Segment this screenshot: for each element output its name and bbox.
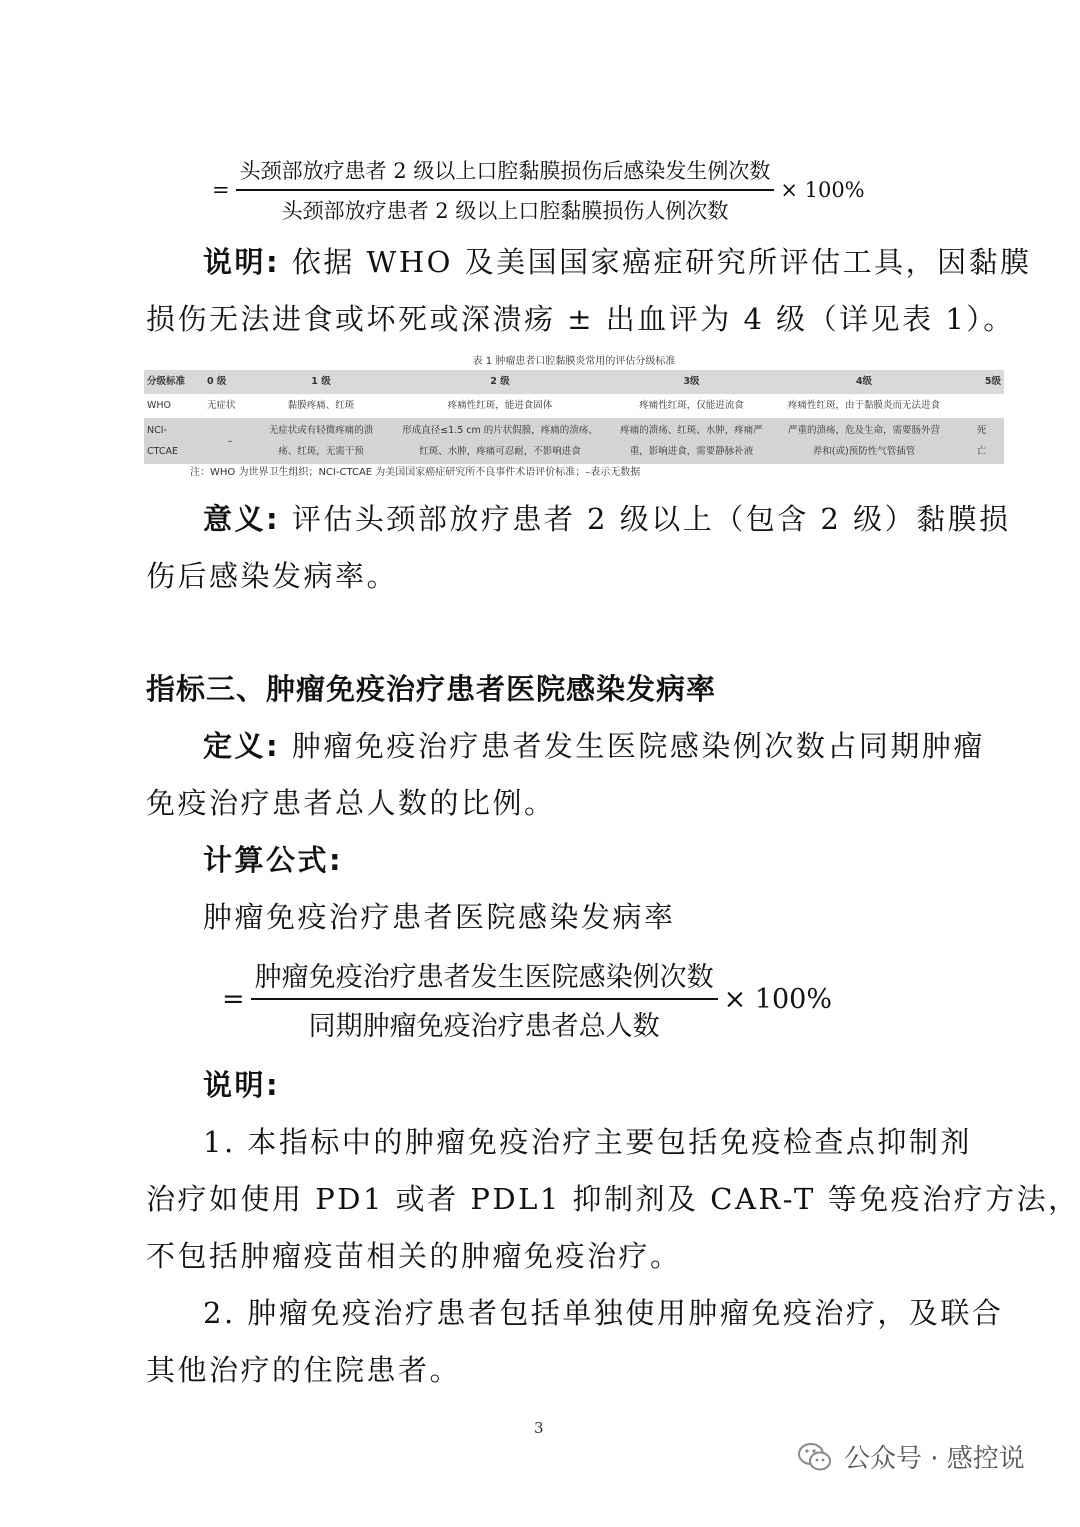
definition-text: 肿瘤免疫治疗患者发生医院感染例次数占同期肿瘤 (291, 729, 985, 763)
table-header-row (144, 370, 1004, 394)
table-cell-line: 疡、红斑，无需干预 (278, 446, 364, 457)
table-cell (959, 394, 1004, 418)
wechat-icon (798, 1442, 832, 1472)
note-item1-line2: 治疗如使用 PD1 或者 PDL1 抑制剂及 CAR-T 等免疫治疗方法， (146, 1182, 1080, 1216)
note1-text: 依据 WHO 及美国国家癌症研究所评估工具，因黏膜 (291, 245, 1032, 279)
table-cell (614, 418, 769, 464)
table-cell: WHO (147, 400, 172, 411)
table-header-cell: 分级标准 (144, 370, 204, 394)
table-cell: 疼痛性红斑，能进食固体 (447, 400, 553, 411)
table-cell (144, 418, 204, 464)
note2-label: 说明: (203, 1068, 281, 1102)
table-cell (386, 418, 614, 464)
table-cell: – (204, 418, 256, 464)
note1-label: 说明: (203, 245, 281, 279)
table-cell: 无症状 (207, 400, 236, 411)
table-cell-line: NCI- (147, 425, 167, 436)
meaning-label: 意义: (203, 502, 281, 536)
equals-sign: = (222, 983, 245, 1015)
table-cell-line: 疼痛的溃疡、红斑、水肿，疼痛严 (620, 425, 763, 436)
table-note: 注：WHO 为世界卫生组织；NCI-CTCAE 为美国国家癌症研究所不良事件术语评价标准；–表示无数据 (190, 467, 641, 478)
meaning-line1 (203, 497, 1011, 538)
formula-multiplier: × 100% (723, 983, 833, 1015)
equals-sign: = (212, 178, 230, 202)
note-item1-line3: 不包括肿瘤疫苗相关的肿瘤免疫治疗。 (146, 1239, 682, 1273)
table-header-cell: 4级 (769, 370, 959, 394)
table-header-cell: 5级 (959, 370, 1004, 394)
table-header-cell: 1 级 (256, 370, 386, 394)
table-cell (256, 418, 386, 464)
table-cell: 黏膜疼痛、红斑 (287, 400, 355, 411)
table-cell (959, 418, 1004, 464)
formula-oral-mucosa (212, 155, 865, 225)
note-item2-line2: 其他治疗的住院患者。 (146, 1353, 462, 1387)
table-cell-line: 死 (976, 425, 987, 436)
watermark-text: 公众号 · 感控说 (844, 1444, 1025, 1474)
formula-multiplier: × 100% (780, 178, 865, 202)
table-cell-line: 养和(或)预防性气管插管 (812, 446, 916, 457)
table-row-nci (144, 418, 1004, 464)
table-cell (769, 418, 959, 464)
table-header-cell: 0 级 (204, 370, 256, 394)
table-cell-line: 重，影响进食，需要静脉补液 (629, 446, 754, 457)
table-cell-line: CTCAE (147, 446, 179, 457)
note1-line2: 损伤无法进食或坏死或深溃疡 ± 出血评为 4 级（详见表 1）。 (146, 302, 1015, 336)
note1-line1 (203, 240, 1032, 281)
definition-line1 (203, 724, 985, 765)
formula-name: 肿瘤免疫治疗患者医院感染发病率 (203, 900, 676, 934)
table-cell-line: 亡 (976, 446, 987, 457)
definition-label: 定义: (203, 729, 281, 763)
page-number: 3 (534, 1419, 544, 1437)
table-row-who (144, 394, 1004, 418)
table-cell: 疼痛性红斑，由于黏膜炎而无法进食 (787, 400, 940, 411)
definition-line2: 免疫治疗患者总人数的比例。 (146, 786, 556, 820)
note-item1-line1: 1. 本指标中的肿瘤免疫治疗主要包括免疫检查点抑制剂 (203, 1125, 972, 1159)
formula-denominator: 头颈部放疗患者 2 级以上口腔黏膜损伤人例次数 (281, 199, 729, 223)
formula-numerator: 肿瘤免疫治疗患者发生医院感染例次数 (251, 955, 718, 1000)
watermark (798, 1438, 1025, 1475)
table-header-cell: 2 级 (386, 370, 614, 394)
table-cell: 疼痛性红斑，仅能进流食 (639, 400, 744, 411)
table-cell-line: 红斑、水肿，疼痛可忍耐，不影响进食 (419, 446, 581, 457)
table-cell-line: 无症状或有轻微疼痛的溃 (268, 425, 374, 436)
table-header-cell: 3级 (614, 370, 769, 394)
table-cell-line: 形成直径≤1.5 cm 的片状假膜，疼痛的溃疡、 (402, 425, 598, 436)
grading-table (144, 370, 1004, 464)
formula-label: 计算公式: (203, 843, 344, 877)
table-cell-line: 严重的溃疡，危及生命，需要肠外营 (787, 425, 940, 436)
formula-denominator: 同期肿瘤免疫治疗患者总人数 (308, 1011, 660, 1042)
formula-immunotherapy (222, 955, 832, 1043)
note-item2-line1: 2. 肿瘤免疫治疗患者包括单独使用肿瘤免疫治疗，及联合 (203, 1296, 1004, 1330)
section-heading: 指标三、肿瘤免疫治疗患者医院感染发病率 (146, 672, 717, 706)
meaning-line2: 伤后感染发病率。 (146, 559, 399, 593)
meaning-text: 评估头颈部放疗患者 2 级以上（包含 2 级）黏膜损 (291, 502, 1011, 536)
formula-numerator: 头颈部放疗患者 2 级以上口腔黏膜损伤后感染发生例次数 (236, 155, 775, 191)
table-caption: 表 1 肿瘤患者口腔黏膜炎常用的评估分级标准 (472, 356, 676, 367)
